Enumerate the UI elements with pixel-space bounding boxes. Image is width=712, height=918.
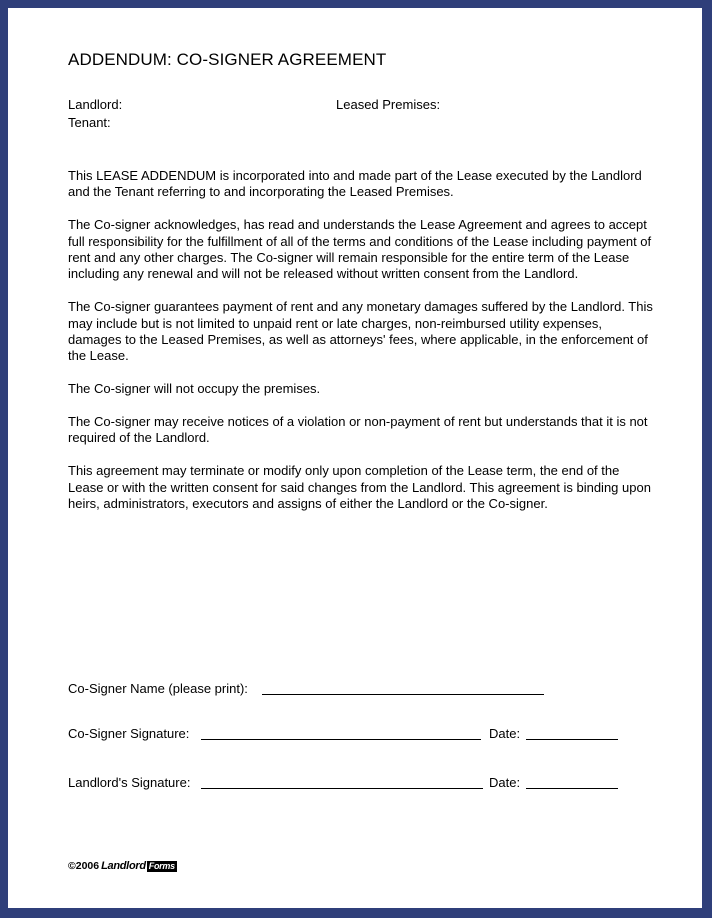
- paragraph-occupancy: The Co-signer will not occupy the premises.: [68, 381, 321, 397]
- logo-text: Landlord: [101, 860, 146, 872]
- landlord-signature-line[interactable]: [201, 788, 483, 789]
- document-page: [8, 8, 702, 908]
- cosigner-signature-label: Co-Signer Signature:: [68, 726, 190, 741]
- cosigner-name-line[interactable]: [262, 694, 544, 695]
- footer-copyright: [68, 860, 177, 872]
- paragraph-guarantee: The Co-signer guarantees payment of rent and any monetary damages suffered by the Landlord. This may include but is not limited to unpaid rent or late charges, non-reimbursed utility expenses, damages to the Leased Premises, as well as attorneys' fees, where applicable, in the enforcement of the Lease.: [68, 299, 653, 364]
- document-body: [68, 168, 658, 529]
- paragraph-notices: The Co-signer may receive notices of a violation or non-payment of rent but understands that it is not required of the Landlord.: [68, 414, 648, 446]
- leased-premises-label: Leased Premises:: [336, 97, 441, 112]
- paragraph-termination: This agreement may terminate or modify only upon completion of the Lease term, the end of the Lease or with the written consent for said changes from the Landlord. This agreement is binding upon heirs, administrators, executors and assigns of either the Landlord or the Co-signer.: [68, 463, 651, 512]
- paragraph-acknowledgement: The Co-signer acknowledges, has read and understands the Lease Agreement and agrees to accept full responsibility for the fulfillment of all of the terms and conditions of the Lease including payment of rent and any other charges. The Co-signer will remain responsible for the entire term of the Lease including any renewal and will not be released without written consent from the Landlord.: [68, 217, 652, 282]
- cosigner-date-label: Date:: [489, 726, 521, 741]
- logo-box-text: Forms: [148, 861, 175, 871]
- cosigner-name-label: Co-Signer Name (please print):: [68, 681, 248, 696]
- document-title: ADDENDUM: CO-SIGNER AGREEMENT: [68, 50, 387, 69]
- landlordforms-logo: [101, 860, 177, 872]
- copyright-text: ©2006: [68, 860, 100, 872]
- landlord-date-line[interactable]: [526, 788, 618, 789]
- landlord-label: Landlord:: [68, 97, 123, 112]
- landlord-date-label: Date:: [489, 775, 521, 790]
- paragraph-incorporation: This LEASE ADDENDUM is incorporated into and made part of the Lease executed by the Landlord and the Tenant referring to and incorporating the Leased Premises.: [68, 168, 642, 200]
- cosigner-signature-line[interactable]: [201, 739, 481, 740]
- landlord-signature-label: Landlord's Signature:: [68, 775, 191, 790]
- tenant-label: Tenant:: [68, 115, 111, 130]
- cosigner-date-line[interactable]: [526, 739, 618, 740]
